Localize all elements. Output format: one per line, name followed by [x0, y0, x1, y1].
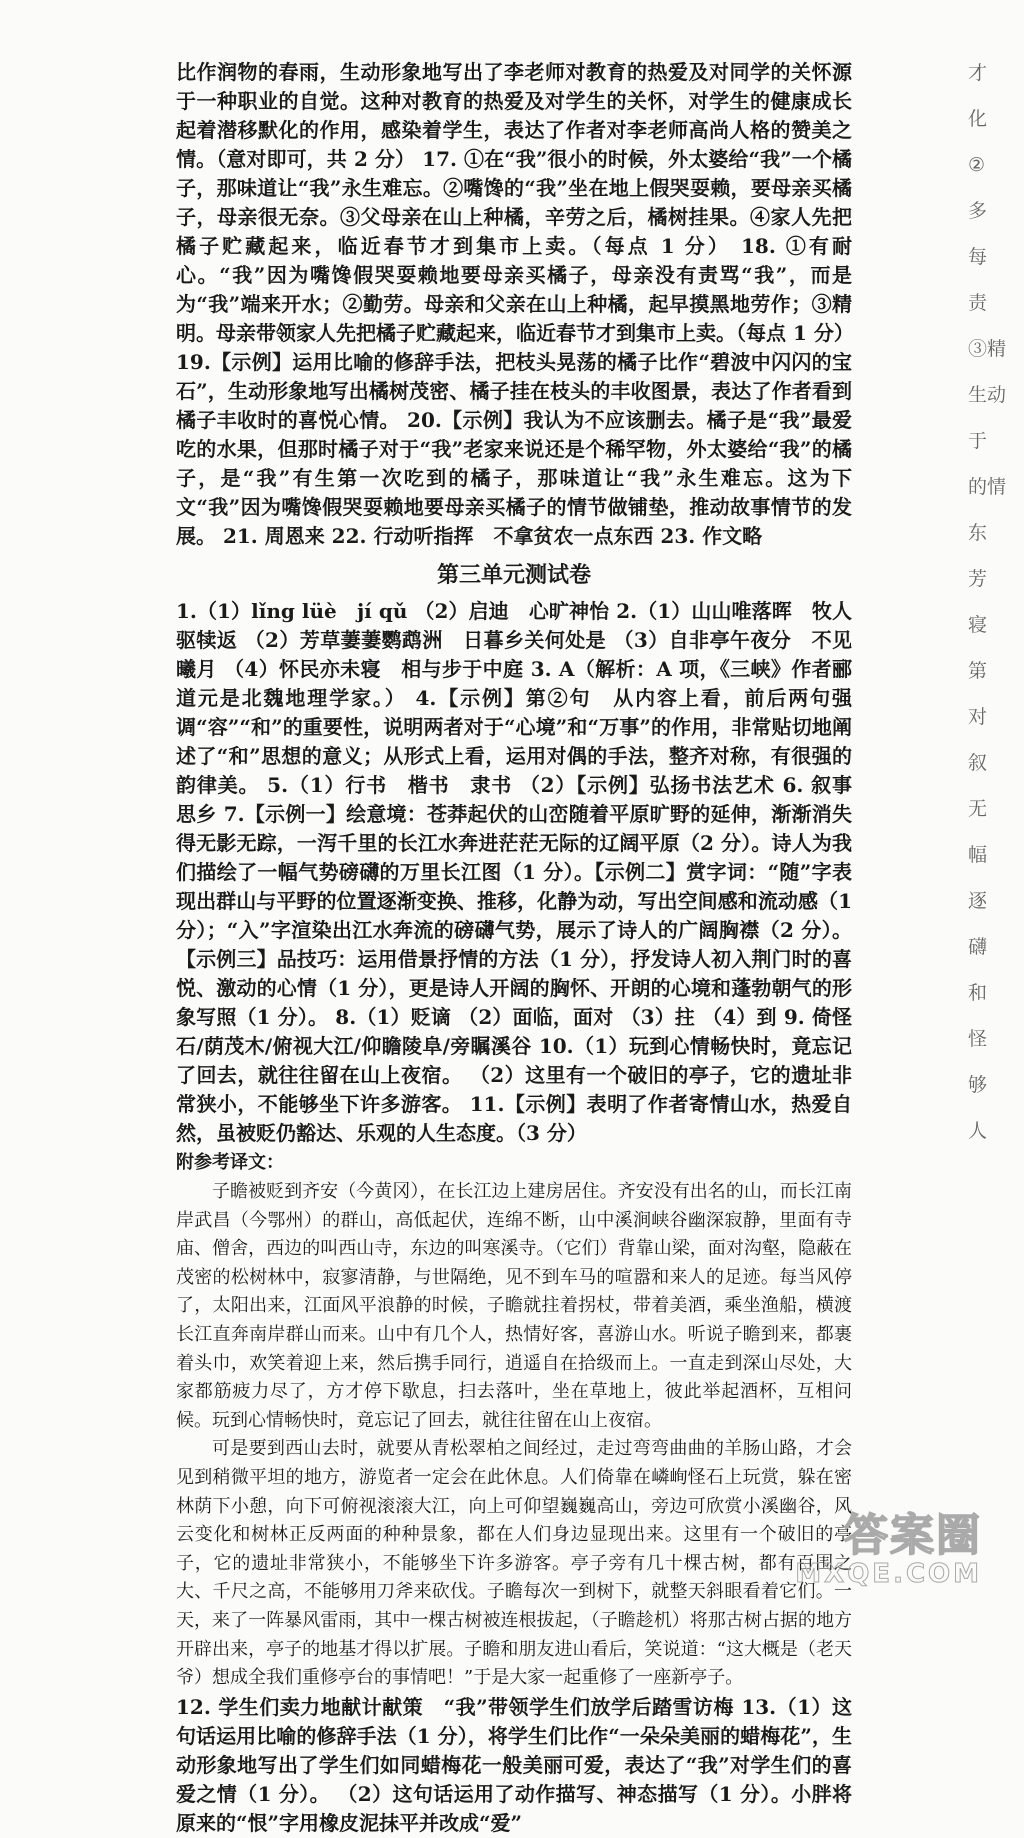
edge-fragment: ② — [968, 154, 986, 176]
edge-fragment: 每 — [968, 246, 988, 268]
edge-fragment: 于 — [968, 430, 988, 452]
edge-fragment: 叙 — [968, 752, 988, 774]
edge-fragment: 化 — [968, 108, 988, 130]
edge-fragment: 责 — [968, 292, 988, 314]
edge-fragment: 生动 — [968, 384, 1007, 406]
watermark-text: 答案圈 — [844, 1510, 982, 1561]
watermark-logo — [742, 1512, 982, 1592]
edge-fragment: 芳 — [968, 568, 988, 590]
edge-fragment: 才 — [968, 62, 988, 84]
edge-fragment: 寝 — [968, 614, 988, 636]
adjacent-page-edge — [944, 60, 1007, 1160]
edge-fragment: 够 — [968, 1074, 988, 1096]
edge-fragment: 多 — [968, 200, 988, 222]
translation-label: 附参考译文： — [176, 1152, 284, 1173]
edge-fragment: 的情 — [968, 476, 1007, 498]
edge-fragment: 幅 — [968, 844, 988, 866]
edge-fragment: ③精 — [968, 338, 1007, 360]
edge-fragment: 礴 — [968, 936, 988, 958]
answer-paragraph: 比作润物的春雨，生动形象地写出了李老师对教育的热爱及对同学的关怀源于一种职业的自觉。这种对教育的热爱及对学生的关怀，对学生的健康成长起着潜移默化的作用，感染着学生，表达了作者对李老师高尚人格的赞美之情。（意对即可，共 2 分） 17. ①在“我”很小的时候，外太婆给“我”一个橘子，那味道让“我”永生难忘。②嘴馋的“我”坐在地上假哭耍赖，要母亲买橘子，母亲很无奈。③父母亲在山上种橘，辛劳之后，橘树挂果。④家人先把橘子贮藏起来，临近春节才到集市上卖。（每点 1 分） 18. ①有耐心。“我”因为嘴馋假哭耍赖地要母亲买橘子，母亲没有责骂“我”，而是为“我”端来开水；②勤劳。母亲和父亲在山上种橘，起早摸黑地劳作；③精明。母亲带领家人先把橘子贮藏起来，临近春节才到集市上卖。（每点 1 分） — [176, 60, 854, 345]
edge-fragment: 怪 — [968, 1028, 988, 1050]
edge-fragment: 对 — [968, 706, 988, 728]
edge-fragment: 东 — [968, 522, 988, 544]
translation-paragraph: 子瞻被贬到齐安（今黄冈），在长江边上建房居住。齐安没有出名的山，而长江南岸武昌（今鄂州）的群山，高低起伏，连绵不断，山中溪涧峡谷幽深寂静，里面有寺庙、僧舍，西边的叫西山寺，东边的叫寒溪寺。（它们）背靠山梁，面对沟壑，隐蔽在茂密的松树林中，寂寥清静，与世隔绝，见不到车马的喧嚣和来人的足迹。每当风停了，太阳出来，江面风平浪静的时候，子瞻就拄着拐杖，带着美酒，乘坐渔船，横渡长江直奔南岸群山而来。山中有几个人，热情好客，喜游山水。听说子瞻到来，都裹着头巾，欢笑着迎上来，然后携手同行，逍遥自在拾级而上。一直走到深山尽处，大家都筋疲力尽了，方才停下歇息，扫去落叶，坐在草地上，彼此举起酒杯，互相问候。玩到心情畅快时，竟忘记了回去，就往往留在山上夜宿。 — [176, 1181, 852, 1431]
answer-paragraph-unit3: 1.（1）lǐng lüè jí qǔ （2）启迪 心旷神怡 2.（1）山山唯落晖 牧人驱犊返 （2）芳草萋萋鹦鹉洲 日暮乡关何处是 （3）自非亭午夜分 不见曦月 （4）怀民亦未寝 相与步于中庭 3. A（解析：A 项，《三峡》作者郦道元是北魏地理学家。） 4.【示例】第②句 从内容上看，前后两句强调“容”“和”的重要性，说明两者对于“心境”和“万事”的作用，非常贴切地阐述了“和”思想的意义；从形式上看，运用对偶的手法，整齐对称，有很强的韵律美。 5.（1）行书 楷书 隶书 （2）【示例】弘扬书法艺术 6. 叙事 思乡 7.【示例一】绘意境：苍莽起伏的山峦随着平原旷野的延伸，渐渐消失得无影无踪，一泻千里的长江水奔进茫茫无际的辽阔平原（2 分）。诗人为我们描绘了一幅气势磅礴的万里长江图（1 分）。【示例二】赏字词：“随”字表现出群山与平野的位置逐渐变换、推移，化静为动，写出空间感和流动感（1 分）；“入”字渲染出江水奔流的磅礴气势，展示了诗人的广阔胸襟（2 分）。【示例三】品技巧：运用借景抒情的方法（1 分），抒发诗人初入荆门时的喜悦、激动的心情（1 分），更是诗人开阔的胸怀、开朗的心境和蓬勃朝气的形象写照（1 分）。 8.（1）贬谪 （2）面临，面对 （3）拄 （4）到 9. 倚怪石/荫茂木/俯视大江/仰瞻陵阜/旁瞩溪谷 10.（1）玩到心情畅快时，竟忘记了回去，就往往留在山上夜宿。 （2）这里有一个破旧的亭子，它的遗址非常狭小，不能够坐下许多游客。 11.【示例】表明了作者寄情山水，热爱自然，虽被贬仍豁达、乐观的人生态度。（3 分） — [176, 599, 872, 1145]
answer-paragraph-bottom: 12. 学生们卖力地献计献策 “我”带领学生们放学后踏雪访梅 13.（1）这句话运用比喻的修辞手法（1 分），将学生们比作“一朵朵美丽的蜡梅花”，生动形象地写出了学生们如同蜡梅花一般美丽可爱，表达了“我”对学生们的喜爱之情（1 分）。 （2）这句话运用了动作描写、神态描写（1 分）。小胖将原来的“恨”字用橡皮泥抹平并改成“爱” — [176, 1694, 852, 1835]
section-title: 第三单元测试卷 — [436, 563, 591, 588]
edge-fragment: 第 — [968, 660, 988, 682]
translation-paragraph: 可是要到西山去时，就要从青松翠柏之间经过，走过弯弯曲曲的羊肠山路，才会见到稍微平坦的地方，游览者一定会在此休息。人们倚靠在嶙峋怪石上玩赏，躲在密林荫下小憩，向下可俯视滚滚大江，向上可仰望巍巍高山，旁边可欣赏小溪幽谷，风云变化和树林正反两面的种种景象，都在人们身边显现出来。这里有一个破旧的亭子，它的遗址非常狭小，不能够坐下许多游客。亭子旁有几十棵古树，都有百围之大、千尺之高，不能够用刀斧来砍伐。子瞻每次一到树下，就整天斜眼看着它们。一天，来了一阵暴风雷雨，其中一棵古树被连根拔起，（子瞻趁机）将那古树占据的地方开辟出来，亭子的地基才得以扩展。子瞻和朋友进山看后，笑说道：“这大概是（老天爷）想成全我们重修亭台的事情吧！”于是大家一起重修了一座新亭子。 — [176, 1438, 852, 1689]
answer-paragraph: 19.【示例】运用比喻的修辞手法，把枝头晃荡的橘子比作“碧波中闪闪的宝石”，生动形象地写出橘树茂密、橘子挂在枝头的丰收图景，表达了作者看到橘子丰收时的喜悦心情。 20.【示例】我认为不应该删去。橘子是“我”最爱吃的水果，但那时橘子对于“我”老家来说还是个稀罕物，外太婆给“我”的橘子，是“我”有生第一次吃到的橘子，那味道让“我”永生难忘。这为下文“我”因为嘴馋假哭耍赖地要母亲买橘子的情节做铺垫，推动故事情节的发展。 21. 周恩来 22. 行动听指挥 不拿贫农一点东西 23. 作文略 — [176, 350, 852, 548]
edge-fragment: 无 — [968, 798, 988, 820]
edge-fragment: 和 — [968, 982, 988, 1004]
watermark-url: MXQE.COM — [795, 1559, 982, 1589]
edge-fragment: 人 — [968, 1120, 988, 1142]
edge-fragment: 逐 — [968, 890, 988, 912]
